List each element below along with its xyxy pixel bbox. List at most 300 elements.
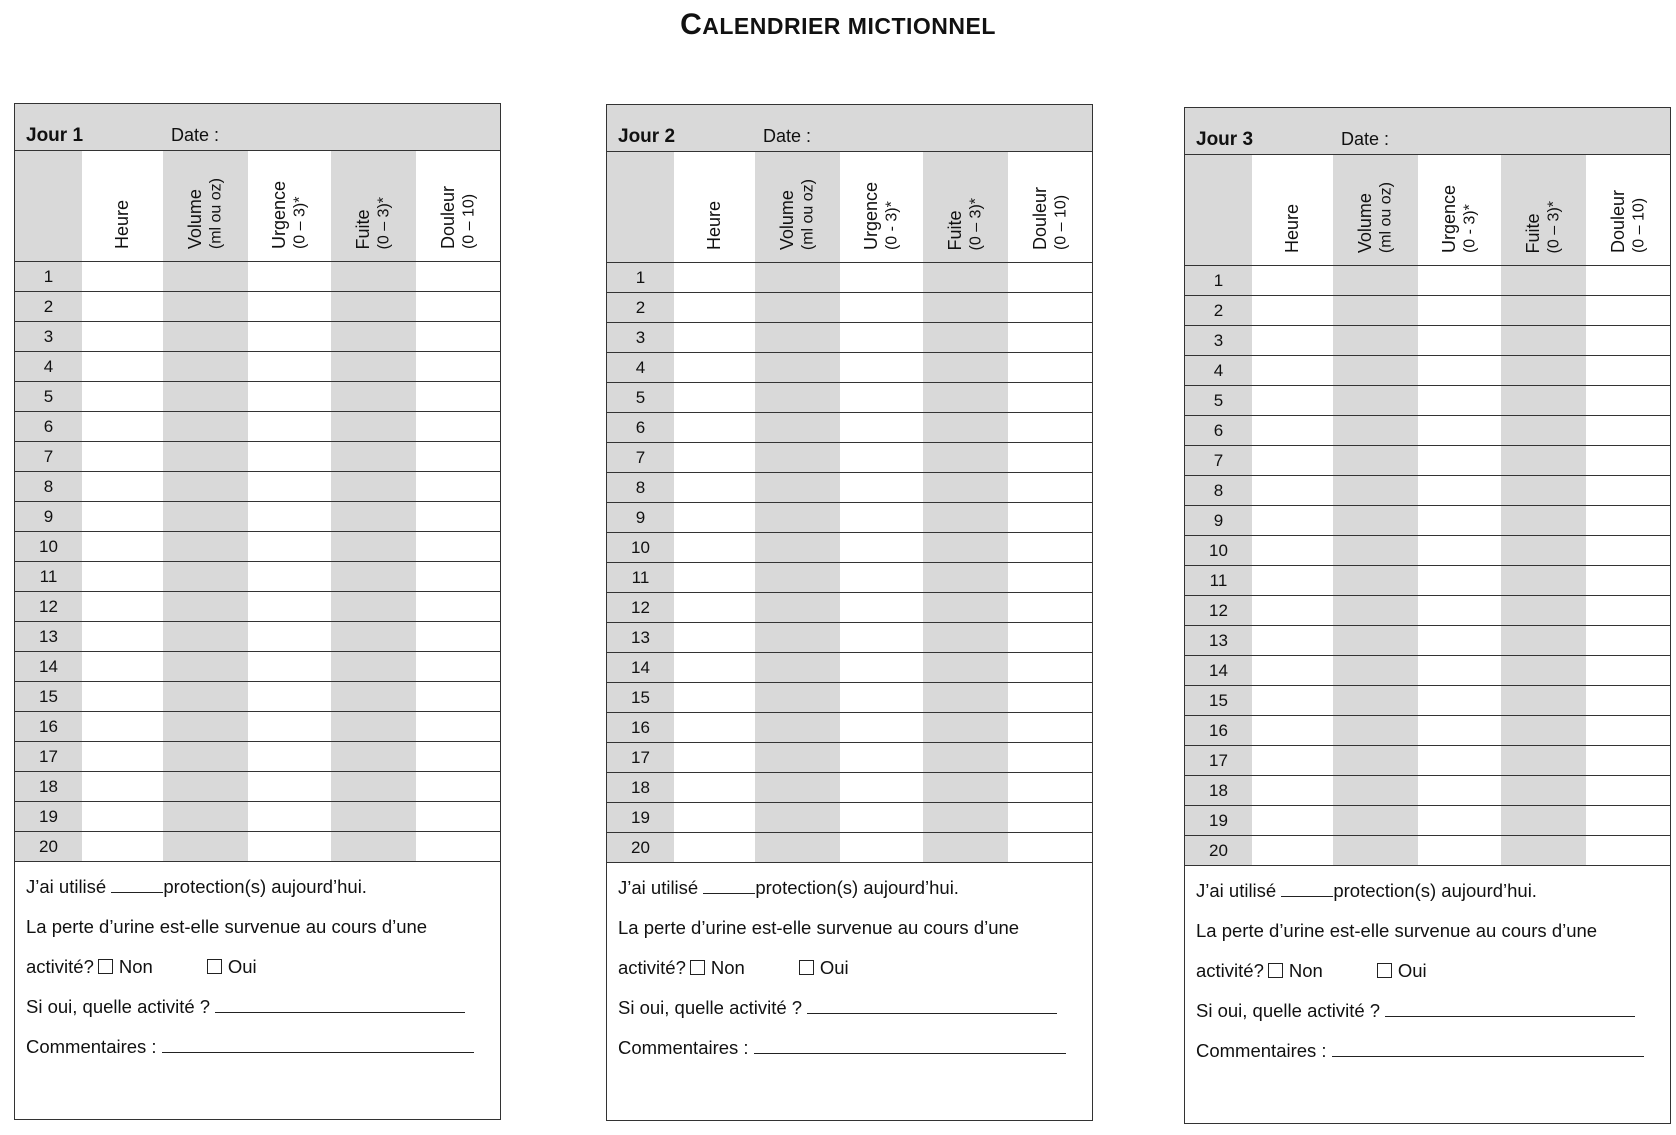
entry-cell[interactable]: [82, 532, 163, 562]
entry-cell[interactable]: [923, 353, 1008, 383]
entry-cell[interactable]: [1586, 446, 1670, 476]
entry-cell[interactable]: [923, 593, 1008, 623]
entry-cell[interactable]: [674, 323, 755, 353]
entry-cell[interactable]: [1333, 446, 1418, 476]
entry-cell[interactable]: [674, 803, 755, 833]
entry-cell[interactable]: [416, 772, 500, 802]
entry-cell[interactable]: [1008, 353, 1092, 383]
entry-cell[interactable]: [1501, 836, 1586, 866]
entry-cell[interactable]: [1333, 656, 1418, 686]
entry-cell[interactable]: [331, 472, 416, 502]
entry-cell[interactable]: [674, 503, 755, 533]
entry-cell[interactable]: [416, 442, 500, 472]
entry-cell[interactable]: [674, 653, 755, 683]
entry-cell[interactable]: [1501, 326, 1586, 356]
entry-cell[interactable]: [163, 442, 248, 472]
entry-cell[interactable]: [1586, 836, 1670, 866]
entry-cell[interactable]: [1418, 686, 1501, 716]
entry-cell[interactable]: [248, 652, 331, 682]
entry-cell[interactable]: [840, 383, 923, 413]
entry-cell[interactable]: [1418, 656, 1501, 686]
entry-cell[interactable]: [1586, 326, 1670, 356]
entry-cell[interactable]: [331, 652, 416, 682]
entry-cell[interactable]: [674, 743, 755, 773]
entry-cell[interactable]: [1252, 686, 1333, 716]
entry-cell[interactable]: [923, 743, 1008, 773]
entry-cell[interactable]: [923, 773, 1008, 803]
yes-checkbox[interactable]: [207, 959, 222, 974]
entry-cell[interactable]: [674, 773, 755, 803]
entry-cell[interactable]: [1586, 386, 1670, 416]
entry-cell[interactable]: [248, 622, 331, 652]
entry-cell[interactable]: [1252, 836, 1333, 866]
entry-cell[interactable]: [1008, 773, 1092, 803]
entry-cell[interactable]: [163, 262, 248, 292]
entry-cell[interactable]: [1333, 326, 1418, 356]
yes-checkbox[interactable]: [1377, 963, 1392, 978]
entry-cell[interactable]: [163, 562, 248, 592]
entry-cell[interactable]: [331, 382, 416, 412]
entry-cell[interactable]: [674, 473, 755, 503]
entry-cell[interactable]: [82, 772, 163, 802]
entry-cell[interactable]: [163, 472, 248, 502]
entry-cell[interactable]: [1501, 356, 1586, 386]
entry-cell[interactable]: [755, 293, 840, 323]
entry-cell[interactable]: [1586, 656, 1670, 686]
entry-cell[interactable]: [416, 412, 500, 442]
comments-field[interactable]: [754, 1033, 1066, 1054]
entry-cell[interactable]: [755, 713, 840, 743]
entry-cell[interactable]: [163, 352, 248, 382]
entry-cell[interactable]: [1008, 533, 1092, 563]
entry-cell[interactable]: [248, 592, 331, 622]
entry-cell[interactable]: [416, 712, 500, 742]
entry-cell[interactable]: [755, 413, 840, 443]
entry-cell[interactable]: [840, 503, 923, 533]
entry-cell[interactable]: [82, 832, 163, 862]
entry-cell[interactable]: [163, 592, 248, 622]
protection-count-field[interactable]: [111, 872, 163, 893]
entry-cell[interactable]: [1333, 506, 1418, 536]
entry-cell[interactable]: [755, 773, 840, 803]
entry-cell[interactable]: [1008, 833, 1092, 863]
entry-cell[interactable]: [1008, 443, 1092, 473]
no-checkbox[interactable]: [98, 959, 113, 974]
entry-cell[interactable]: [82, 562, 163, 592]
entry-cell[interactable]: [755, 443, 840, 473]
entry-cell[interactable]: [923, 653, 1008, 683]
entry-cell[interactable]: [755, 323, 840, 353]
entry-cell[interactable]: [1252, 716, 1333, 746]
comments-field[interactable]: [1332, 1036, 1644, 1057]
entry-cell[interactable]: [1501, 806, 1586, 836]
entry-cell[interactable]: [1252, 776, 1333, 806]
entry-cell[interactable]: [1252, 656, 1333, 686]
entry-cell[interactable]: [1008, 413, 1092, 443]
entry-cell[interactable]: [1586, 566, 1670, 596]
entry-cell[interactable]: [755, 683, 840, 713]
entry-cell[interactable]: [1333, 356, 1418, 386]
entry-cell[interactable]: [1501, 746, 1586, 776]
entry-cell[interactable]: [416, 472, 500, 502]
entry-cell[interactable]: [1418, 446, 1501, 476]
entry-cell[interactable]: [248, 262, 331, 292]
entry-cell[interactable]: [674, 413, 755, 443]
entry-cell[interactable]: [1501, 266, 1586, 296]
entry-cell[interactable]: [331, 592, 416, 622]
entry-cell[interactable]: [1008, 563, 1092, 593]
entry-cell[interactable]: [416, 592, 500, 622]
entry-cell[interactable]: [1418, 836, 1501, 866]
entry-cell[interactable]: [82, 802, 163, 832]
entry-cell[interactable]: [755, 503, 840, 533]
entry-cell[interactable]: [248, 412, 331, 442]
entry-cell[interactable]: [840, 593, 923, 623]
entry-cell[interactable]: [1501, 686, 1586, 716]
entry-cell[interactable]: [1252, 416, 1333, 446]
entry-cell[interactable]: [1333, 536, 1418, 566]
entry-cell[interactable]: [923, 473, 1008, 503]
entry-cell[interactable]: [923, 503, 1008, 533]
entry-cell[interactable]: [163, 712, 248, 742]
entry-cell[interactable]: [1252, 566, 1333, 596]
entry-cell[interactable]: [248, 502, 331, 532]
entry-cell[interactable]: [674, 683, 755, 713]
entry-cell[interactable]: [1418, 536, 1501, 566]
entry-cell[interactable]: [1333, 716, 1418, 746]
entry-cell[interactable]: [1252, 746, 1333, 776]
entry-cell[interactable]: [1586, 776, 1670, 806]
entry-cell[interactable]: [1586, 686, 1670, 716]
entry-cell[interactable]: [1252, 596, 1333, 626]
entry-cell[interactable]: [1252, 506, 1333, 536]
entry-cell[interactable]: [1501, 656, 1586, 686]
entry-cell[interactable]: [1501, 536, 1586, 566]
entry-cell[interactable]: [923, 413, 1008, 443]
entry-cell[interactable]: [840, 683, 923, 713]
entry-cell[interactable]: [840, 443, 923, 473]
entry-cell[interactable]: [1418, 326, 1501, 356]
comments-field[interactable]: [162, 1032, 474, 1053]
entry-cell[interactable]: [1008, 683, 1092, 713]
entry-cell[interactable]: [82, 712, 163, 742]
entry-cell[interactable]: [674, 443, 755, 473]
entry-cell[interactable]: [1586, 356, 1670, 386]
entry-cell[interactable]: [1418, 746, 1501, 776]
entry-cell[interactable]: [416, 532, 500, 562]
entry-cell[interactable]: [248, 382, 331, 412]
entry-cell[interactable]: [1586, 596, 1670, 626]
entry-cell[interactable]: [331, 502, 416, 532]
entry-cell[interactable]: [674, 383, 755, 413]
entry-cell[interactable]: [674, 833, 755, 863]
entry-cell[interactable]: [82, 472, 163, 502]
entry-cell[interactable]: [1333, 386, 1418, 416]
entry-cell[interactable]: [674, 713, 755, 743]
entry-cell[interactable]: [82, 292, 163, 322]
entry-cell[interactable]: [923, 293, 1008, 323]
entry-cell[interactable]: [1418, 566, 1501, 596]
entry-cell[interactable]: [1418, 806, 1501, 836]
entry-cell[interactable]: [248, 742, 331, 772]
entry-cell[interactable]: [163, 382, 248, 412]
entry-cell[interactable]: [163, 772, 248, 802]
entry-cell[interactable]: [163, 652, 248, 682]
entry-cell[interactable]: [331, 682, 416, 712]
entry-cell[interactable]: [1008, 293, 1092, 323]
entry-cell[interactable]: [755, 533, 840, 563]
entry-cell[interactable]: [1586, 536, 1670, 566]
entry-cell[interactable]: [248, 712, 331, 742]
entry-cell[interactable]: [1418, 776, 1501, 806]
entry-cell[interactable]: [1333, 836, 1418, 866]
entry-cell[interactable]: [248, 352, 331, 382]
entry-cell[interactable]: [82, 262, 163, 292]
entry-cell[interactable]: [1252, 536, 1333, 566]
entry-cell[interactable]: [1252, 626, 1333, 656]
entry-cell[interactable]: [416, 742, 500, 772]
entry-cell[interactable]: [1333, 776, 1418, 806]
entry-cell[interactable]: [331, 532, 416, 562]
entry-cell[interactable]: [674, 263, 755, 293]
entry-cell[interactable]: [163, 502, 248, 532]
entry-cell[interactable]: [331, 412, 416, 442]
entry-cell[interactable]: [331, 802, 416, 832]
entry-cell[interactable]: [82, 622, 163, 652]
entry-cell[interactable]: [674, 353, 755, 383]
entry-cell[interactable]: [923, 383, 1008, 413]
activity-field[interactable]: [1385, 996, 1635, 1017]
entry-cell[interactable]: [1418, 626, 1501, 656]
entry-cell[interactable]: [923, 713, 1008, 743]
no-checkbox[interactable]: [690, 960, 705, 975]
entry-cell[interactable]: [840, 473, 923, 503]
entry-cell[interactable]: [755, 383, 840, 413]
entry-cell[interactable]: [331, 292, 416, 322]
entry-cell[interactable]: [1008, 623, 1092, 653]
entry-cell[interactable]: [248, 472, 331, 502]
entry-cell[interactable]: [840, 833, 923, 863]
entry-cell[interactable]: [331, 742, 416, 772]
entry-cell[interactable]: [1008, 743, 1092, 773]
entry-cell[interactable]: [1418, 266, 1501, 296]
entry-cell[interactable]: [923, 683, 1008, 713]
entry-cell[interactable]: [416, 652, 500, 682]
entry-cell[interactable]: [840, 263, 923, 293]
entry-cell[interactable]: [331, 352, 416, 382]
entry-cell[interactable]: [1501, 776, 1586, 806]
entry-cell[interactable]: [248, 802, 331, 832]
entry-cell[interactable]: [331, 772, 416, 802]
activity-field[interactable]: [807, 993, 1057, 1014]
entry-cell[interactable]: [840, 413, 923, 443]
entry-cell[interactable]: [1252, 446, 1333, 476]
entry-cell[interactable]: [248, 322, 331, 352]
entry-cell[interactable]: [1008, 473, 1092, 503]
entry-cell[interactable]: [1418, 386, 1501, 416]
entry-cell[interactable]: [1586, 266, 1670, 296]
entry-cell[interactable]: [1586, 506, 1670, 536]
entry-cell[interactable]: [1501, 446, 1586, 476]
entry-cell[interactable]: [755, 263, 840, 293]
entry-cell[interactable]: [923, 323, 1008, 353]
entry-cell[interactable]: [416, 322, 500, 352]
entry-cell[interactable]: [1501, 716, 1586, 746]
entry-cell[interactable]: [331, 262, 416, 292]
entry-cell[interactable]: [923, 563, 1008, 593]
entry-cell[interactable]: [755, 833, 840, 863]
entry-cell[interactable]: [755, 593, 840, 623]
entry-cell[interactable]: [248, 292, 331, 322]
entry-cell[interactable]: [248, 832, 331, 862]
entry-cell[interactable]: [1008, 593, 1092, 623]
entry-cell[interactable]: [82, 682, 163, 712]
entry-cell[interactable]: [840, 323, 923, 353]
entry-cell[interactable]: [923, 533, 1008, 563]
entry-cell[interactable]: [1586, 476, 1670, 506]
entry-cell[interactable]: [1586, 296, 1670, 326]
entry-cell[interactable]: [1252, 386, 1333, 416]
entry-cell[interactable]: [755, 743, 840, 773]
entry-cell[interactable]: [1333, 746, 1418, 776]
entry-cell[interactable]: [416, 682, 500, 712]
entry-cell[interactable]: [755, 803, 840, 833]
entry-cell[interactable]: [1501, 386, 1586, 416]
entry-cell[interactable]: [331, 322, 416, 352]
entry-cell[interactable]: [416, 502, 500, 532]
entry-cell[interactable]: [1333, 566, 1418, 596]
entry-cell[interactable]: [248, 442, 331, 472]
entry-cell[interactable]: [1008, 323, 1092, 353]
entry-cell[interactable]: [840, 533, 923, 563]
entry-cell[interactable]: [1252, 806, 1333, 836]
entry-cell[interactable]: [755, 563, 840, 593]
no-checkbox[interactable]: [1268, 963, 1283, 978]
entry-cell[interactable]: [163, 622, 248, 652]
entry-cell[interactable]: [331, 442, 416, 472]
entry-cell[interactable]: [416, 562, 500, 592]
entry-cell[interactable]: [1586, 716, 1670, 746]
entry-cell[interactable]: [1252, 326, 1333, 356]
entry-cell[interactable]: [674, 623, 755, 653]
entry-cell[interactable]: [923, 833, 1008, 863]
entry-cell[interactable]: [840, 773, 923, 803]
entry-cell[interactable]: [163, 322, 248, 352]
entry-cell[interactable]: [1008, 803, 1092, 833]
entry-cell[interactable]: [1008, 503, 1092, 533]
entry-cell[interactable]: [1501, 296, 1586, 326]
entry-cell[interactable]: [1586, 746, 1670, 776]
entry-cell[interactable]: [82, 592, 163, 622]
entry-cell[interactable]: [1252, 356, 1333, 386]
entry-cell[interactable]: [1418, 506, 1501, 536]
entry-cell[interactable]: [840, 653, 923, 683]
entry-cell[interactable]: [923, 263, 1008, 293]
entry-cell[interactable]: [331, 712, 416, 742]
entry-cell[interactable]: [1418, 416, 1501, 446]
entry-cell[interactable]: [416, 622, 500, 652]
entry-cell[interactable]: [674, 533, 755, 563]
entry-cell[interactable]: [163, 682, 248, 712]
entry-cell[interactable]: [1501, 506, 1586, 536]
entry-cell[interactable]: [1252, 296, 1333, 326]
entry-cell[interactable]: [163, 412, 248, 442]
entry-cell[interactable]: [840, 353, 923, 383]
entry-cell[interactable]: [1501, 416, 1586, 446]
entry-cell[interactable]: [82, 412, 163, 442]
entry-cell[interactable]: [163, 532, 248, 562]
entry-cell[interactable]: [416, 802, 500, 832]
entry-cell[interactable]: [1586, 806, 1670, 836]
entry-cell[interactable]: [840, 563, 923, 593]
entry-cell[interactable]: [416, 262, 500, 292]
entry-cell[interactable]: [1333, 806, 1418, 836]
entry-cell[interactable]: [163, 832, 248, 862]
entry-cell[interactable]: [82, 322, 163, 352]
entry-cell[interactable]: [163, 742, 248, 772]
entry-cell[interactable]: [416, 352, 500, 382]
entry-cell[interactable]: [1252, 476, 1333, 506]
entry-cell[interactable]: [163, 292, 248, 322]
entry-cell[interactable]: [248, 682, 331, 712]
entry-cell[interactable]: [674, 293, 755, 323]
entry-cell[interactable]: [1333, 416, 1418, 446]
entry-cell[interactable]: [674, 593, 755, 623]
entry-cell[interactable]: [1008, 713, 1092, 743]
entry-cell[interactable]: [1333, 686, 1418, 716]
entry-cell[interactable]: [674, 563, 755, 593]
entry-cell[interactable]: [1418, 356, 1501, 386]
entry-cell[interactable]: [1008, 263, 1092, 293]
entry-cell[interactable]: [416, 292, 500, 322]
entry-cell[interactable]: [840, 743, 923, 773]
entry-cell[interactable]: [331, 562, 416, 592]
entry-cell[interactable]: [1501, 626, 1586, 656]
entry-cell[interactable]: [1501, 596, 1586, 626]
entry-cell[interactable]: [923, 443, 1008, 473]
entry-cell[interactable]: [1333, 596, 1418, 626]
entry-cell[interactable]: [82, 742, 163, 772]
entry-cell[interactable]: [1333, 626, 1418, 656]
entry-cell[interactable]: [82, 352, 163, 382]
entry-cell[interactable]: [1501, 476, 1586, 506]
entry-cell[interactable]: [416, 832, 500, 862]
entry-cell[interactable]: [840, 293, 923, 323]
entry-cell[interactable]: [1418, 596, 1501, 626]
entry-cell[interactable]: [1418, 716, 1501, 746]
entry-cell[interactable]: [1333, 296, 1418, 326]
entry-cell[interactable]: [248, 532, 331, 562]
entry-cell[interactable]: [755, 653, 840, 683]
entry-cell[interactable]: [840, 623, 923, 653]
entry-cell[interactable]: [1418, 296, 1501, 326]
entry-cell[interactable]: [840, 803, 923, 833]
activity-field[interactable]: [215, 992, 465, 1013]
entry-cell[interactable]: [1008, 653, 1092, 683]
entry-cell[interactable]: [755, 353, 840, 383]
entry-cell[interactable]: [840, 713, 923, 743]
entry-cell[interactable]: [1586, 626, 1670, 656]
entry-cell[interactable]: [82, 442, 163, 472]
yes-checkbox[interactable]: [799, 960, 814, 975]
entry-cell[interactable]: [82, 652, 163, 682]
entry-cell[interactable]: [1333, 266, 1418, 296]
entry-cell[interactable]: [1252, 266, 1333, 296]
entry-cell[interactable]: [82, 382, 163, 412]
entry-cell[interactable]: [1008, 383, 1092, 413]
entry-cell[interactable]: [416, 382, 500, 412]
entry-cell[interactable]: [923, 623, 1008, 653]
